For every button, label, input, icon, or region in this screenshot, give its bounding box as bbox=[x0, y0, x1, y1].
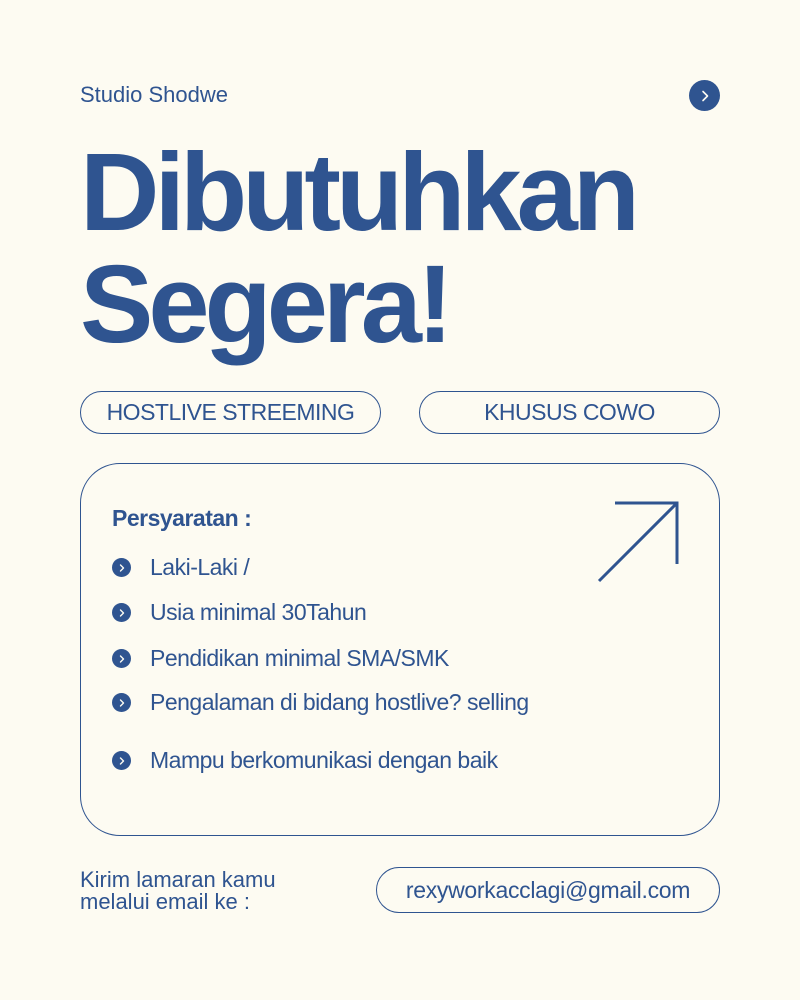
requirement-item bbox=[112, 554, 249, 581]
bullet-chevron-icon bbox=[112, 649, 131, 668]
headline-line-2: Segera! bbox=[80, 243, 449, 366]
position-tag: HOSTLIVE STREEMING bbox=[80, 391, 381, 434]
chevron-right-icon bbox=[699, 89, 711, 103]
requirement-item bbox=[112, 645, 449, 672]
requirement-text: Mampu berkomunikasi dengan baik bbox=[150, 747, 498, 773]
requirements-title: Persyaratan : bbox=[112, 505, 252, 531]
requirement-text: Laki-Laki / bbox=[150, 554, 250, 580]
contact-label-line-1: Kirim lamaran kamu bbox=[80, 867, 276, 892]
bullet-chevron-icon bbox=[112, 751, 131, 770]
requirement-item bbox=[112, 689, 529, 716]
gender-tag: KHUSUS COWO bbox=[419, 391, 720, 434]
requirement-item bbox=[112, 747, 498, 774]
next-button[interactable] bbox=[689, 80, 720, 111]
bullet-chevron-icon bbox=[112, 693, 131, 712]
contact-label-line-2: melalui email ke : bbox=[80, 889, 250, 914]
email-link[interactable]: rexyworkacclagi@gmail.com bbox=[376, 867, 720, 913]
brand-name: Studio Shodwe bbox=[80, 82, 228, 107]
requirement-text: Usia minimal 30Tahun bbox=[150, 599, 367, 625]
requirement-item bbox=[112, 599, 366, 626]
bullet-chevron-icon bbox=[112, 558, 131, 577]
headline-line-1: Dibutuhkan bbox=[80, 131, 635, 254]
bullet-chevron-icon bbox=[112, 603, 131, 622]
requirement-text: Pendidikan minimal SMA/SMK bbox=[150, 645, 449, 671]
requirement-text: Pengalaman di bidang hostlive? selling bbox=[150, 689, 529, 715]
contact-label bbox=[80, 869, 340, 913]
arrow-up-right-icon bbox=[595, 498, 685, 588]
